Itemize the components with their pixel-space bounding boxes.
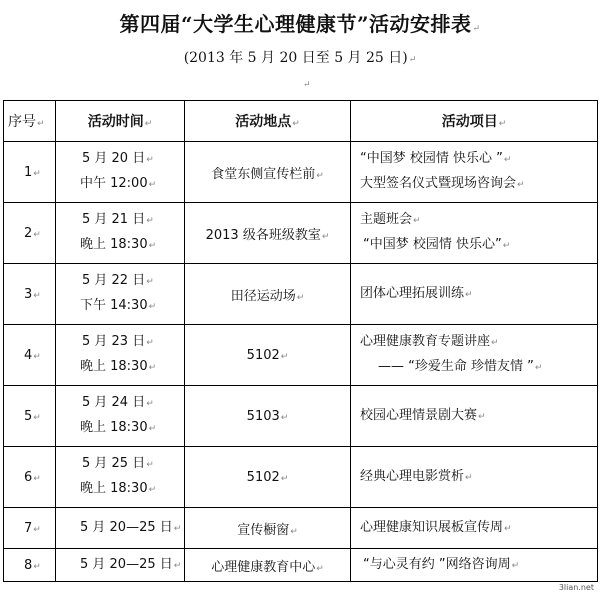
cell-activity: 校园心理情景剧大赛↵: [351, 386, 598, 447]
cell-location: 5102↵: [185, 447, 351, 508]
table-row: [4, 325, 598, 386]
table-row: [4, 508, 598, 549]
cell-activity: 主题班会↵ “中国梦 校园情 快乐心”↵: [351, 203, 598, 264]
cell-time: 5 月 20—25 日↵: [56, 508, 185, 549]
cell-activity: 心理健康知识展板宣传周↵: [351, 508, 598, 549]
cell-location: 5103↵: [185, 386, 351, 447]
site-watermark: 3lian.net: [558, 583, 594, 592]
cell-activity: 心理健康教育专题讲座↵ —— “珍爱生命 珍惜友情 ”↵: [351, 325, 598, 386]
cell-no: 1↵: [4, 142, 56, 203]
cell-no: 4↵: [4, 325, 56, 386]
cell-location: 宣传橱窗↵: [185, 508, 351, 549]
cell-location: 2013 级各班级教室↵: [185, 203, 351, 264]
subtitle-text: (2013 年 5 月 20 日至 5 月 25 日): [183, 50, 408, 66]
cell-location: 食堂东侧宣传栏前↵: [185, 142, 351, 203]
cell-location: 田径运动场↵: [185, 264, 351, 325]
cell-location: 心理健康教育中心↵: [185, 549, 351, 582]
header-no: 序号↵: [4, 101, 56, 142]
cell-time: 5 月 22 日↵ 下午 14:30↵: [56, 264, 185, 325]
cell-location: 5102↵: [185, 325, 351, 386]
cell-activity: “中国梦 校园情 快乐心 ”↵ 大型签名仪式暨现场咨询会↵: [351, 142, 598, 203]
cell-time: 5 月 20—25 日↵: [56, 549, 185, 582]
cell-time: 5 月 25 日↵ 晚上 18:30↵: [56, 447, 185, 508]
table-row: [4, 549, 598, 582]
table-row: [4, 264, 598, 325]
cell-no: 6↵: [4, 447, 56, 508]
cell-time: 5 月 23 日↵ 晚上 18:30↵: [56, 325, 185, 386]
title-text: 第四届“大学生心理健康节”活动安排表: [119, 12, 472, 36]
schedule-table: [3, 100, 598, 582]
date-range-subtitle: [0, 47, 600, 67]
table-row: [4, 203, 598, 264]
cell-no: 8↵: [4, 549, 56, 582]
table-row: [4, 447, 598, 508]
document-title: [0, 8, 600, 37]
header-time: 活动时间↵: [56, 101, 185, 142]
cell-no: 7↵: [4, 508, 56, 549]
paragraph-mark: ↵: [303, 80, 311, 90]
header-activity: 活动项目↵: [351, 101, 598, 142]
paragraph-mark: ↵: [472, 24, 481, 34]
table-header-row: [4, 101, 598, 142]
cell-activity: “与心灵有约 ”网络咨询周↵: [351, 549, 598, 582]
cell-no: 3↵: [4, 264, 56, 325]
cell-time: 5 月 24 日↵ 晚上 18:30↵: [56, 386, 185, 447]
table-row: [4, 142, 598, 203]
header-location: 活动地点↵: [185, 101, 351, 142]
cell-activity: 团体心理拓展训练↵: [351, 264, 598, 325]
cell-no: 5↵: [4, 386, 56, 447]
table-row: [4, 386, 598, 447]
cell-time: 5 月 21 日↵ 晚上 18:30↵: [56, 203, 185, 264]
cell-time: 5 月 20 日↵ 中午 12:00↵: [56, 142, 185, 203]
cell-activity: 经典心理电影赏析↵: [351, 447, 598, 508]
cell-no: 2↵: [4, 203, 56, 264]
paragraph-mark: ↵: [408, 55, 417, 65]
